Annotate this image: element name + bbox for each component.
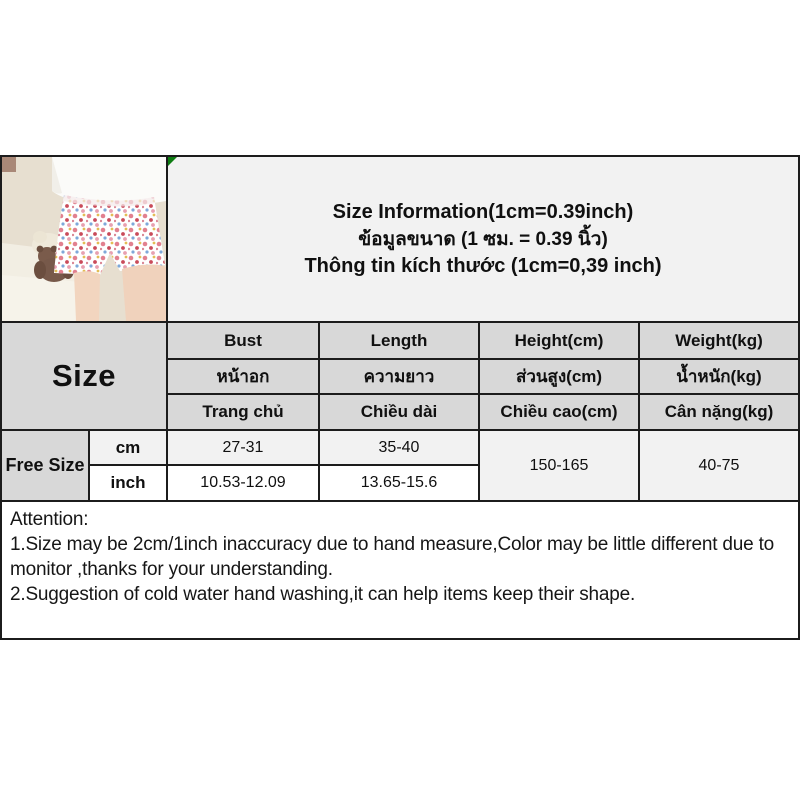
col-header-bust-th: หน้าอก [168,360,318,393]
attention-note-1: 1.Size may be 2cm/1inch inaccuracy due to hand measure,Color may be little different due to monitor ,thanks for your understanding. [10,534,775,580]
col-header-height-en: Height(cm) [480,323,638,358]
col-header-bust-en: Bust [168,323,318,358]
row-label-free-size: Free Size [2,431,88,500]
title-vietnamese: Thông tin kích thước (1cm=0,39 inch) [304,254,662,277]
col-header-length-en: Length [320,323,478,358]
value-bust-cm: 27-31 [168,431,318,464]
col-header-length-vi: Chiều dài [320,395,478,429]
attention-note-2: 2.Suggestion of cold water hand washing,it can help items keep their shape. [10,584,636,605]
value-length-cm: 35-40 [320,431,478,464]
unit-label-cm: cm [90,431,166,464]
unit-label-inch: inch [90,466,166,500]
value-bust-inch: 10.53-12.09 [168,466,318,500]
col-header-weight-en: Weight(kg) [640,323,798,358]
product-photo [2,157,166,321]
size-information-header [168,157,798,321]
value-length-inch: 13.65-15.6 [320,466,478,500]
cell-corner-marker-icon [168,157,177,166]
size-chart-table [0,155,800,640]
col-header-height-vi: Chiều cao(cm) [480,395,638,429]
col-header-weight-vi: Cân nặng(kg) [640,395,798,429]
title-thai: ข้อมูลขนาด (1 ซม. = 0.39 นิ้ว) [358,228,608,250]
value-weight-range: 40-75 [640,431,798,500]
product-photo-illustration [2,157,166,321]
value-height-range: 150-165 [480,431,638,500]
attention-note [2,502,798,638]
col-header-height-th: ส่วนสูง(cm) [480,360,638,393]
col-header-length-th: ความยาว [320,360,478,393]
size-corner-label: Size [2,323,166,429]
attention-heading: Attention: [10,509,89,530]
col-header-weight-th: น้ำหนัก(kg) [640,360,798,393]
title-english: Size Information(1cm=0.39inch) [332,200,634,223]
col-header-bust-vi: Trang chủ [168,395,318,429]
